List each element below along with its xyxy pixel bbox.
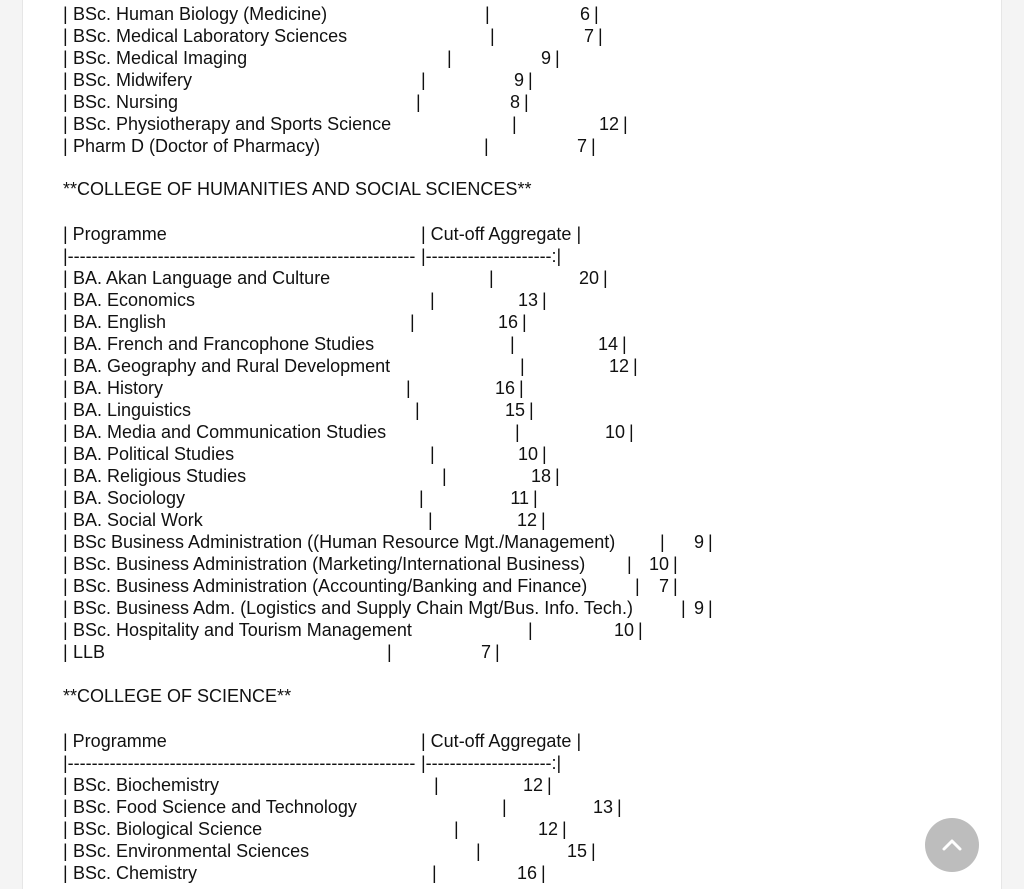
table-row [23,399,1001,421]
cutoff-aggregate: 7 [583,26,594,46]
cutoff-aggregate: 18 [530,466,551,486]
row-pipe: | [63,312,68,332]
row-pipe: | [502,797,507,817]
table-row [23,289,1001,311]
row-pipe: | [63,26,68,46]
row-pipe: | [63,334,68,354]
row-pipe: | [63,554,68,574]
separator-left: |---------------------------------------------------------- [63,246,416,266]
row-pipe: | [681,598,686,618]
separator-left: |---------------------------------------------------------- [63,753,416,773]
programme-name: BSc. Food Science and Technology [73,797,357,817]
section-heading: **COLLEGE OF SCIENCE** [63,686,292,706]
table-row [23,47,1001,69]
table-separator-row [23,752,1001,774]
cutoff-aggregate: 9 [693,598,704,618]
cutoff-aggregate: 7 [658,576,669,596]
row-pipe: | [635,576,640,596]
row-pipe: | [63,114,68,134]
table-row [23,465,1001,487]
row-pipe: | [63,290,68,310]
programme-name: BSc. Business Administration (Marketing/International Business) [73,554,586,574]
table-row [23,311,1001,333]
row-pipe: | [633,356,638,376]
row-pipe: | [547,775,552,795]
table-row [23,774,1001,796]
row-pipe: | [63,620,68,640]
row-pipe: | [63,92,68,112]
separator-right: |---------------------:| [421,246,562,266]
row-pipe: | [519,378,524,398]
programme-name: BSc Business Administration ((Human Resource Mgt./Management) [73,532,616,552]
programme-name: BSc. Business Administration (Accounting/Banking and Finance) [73,576,588,596]
row-pipe: | [63,532,68,552]
row-pipe: | [528,70,533,90]
table-header-row [23,730,1001,752]
programme-name: BA. Media and Communication Studies [73,422,387,442]
row-pipe: | [520,356,525,376]
table-separator-row [23,245,1001,267]
row-pipe: | [542,290,547,310]
cutoff-aggregate: 12 [608,356,629,376]
row-pipe: | [63,819,68,839]
row-pipe: | [629,422,634,442]
programme-name: BA. Linguistics [73,400,192,420]
programme-name: BA. Religious Studies [73,466,247,486]
programme-name: BSc. Environmental Sciences [73,841,310,861]
row-pipe: | [63,268,68,288]
row-pipe: | [541,510,546,530]
table-row [23,487,1001,509]
row-pipe: | [63,356,68,376]
cutoff-aggregate: 9 [540,48,551,68]
row-pipe: | [562,819,567,839]
row-pipe: | [529,400,534,420]
cutoff-aggregate: 16 [497,312,518,332]
row-pipe: | [63,642,68,662]
cutoff-aggregate: 12 [598,114,619,134]
row-pipe: | [708,532,713,552]
row-pipe: | [63,466,68,486]
section-heading: **COLLEGE OF HUMANITIES AND SOCIAL SCIENCES** [63,179,532,199]
cutoff-aggregate: 11 [510,488,529,508]
programme-name: BA. Akan Language and Culture [73,268,331,288]
cutoff-aggregate: 9 [693,532,704,552]
row-pipe: | [528,620,533,640]
programme-name: BA. Economics [73,290,196,310]
programme-name: Pharm D (Doctor of Pharmacy) [73,136,321,156]
row-pipe: | [617,797,622,817]
table-row [23,377,1001,399]
row-pipe: | [406,378,411,398]
programme-name: LLB [73,642,106,662]
table-row [23,267,1001,289]
programme-name: BA. Geography and Rural Development [73,356,391,376]
programme-name: BSc. Nursing [73,92,179,112]
cutoff-aggregate: 9 [513,70,524,90]
row-pipe: | [410,312,415,332]
table-row [23,641,1001,663]
cutoff-aggregate: 10 [613,620,634,640]
cutoff-aggregate: 7 [576,136,587,156]
row-pipe: | [63,510,68,530]
programme-name: BSc. Hospitality and Tourism Management [73,620,412,640]
row-pipe: | [63,70,68,90]
row-pipe: | [591,841,596,861]
row-pipe: | [454,819,459,839]
programme-name: BA. Political Studies [73,444,235,464]
header-programme: | Programme [63,731,167,751]
row-pipe: | [594,4,599,24]
row-pipe: | [63,775,68,795]
row-pipe: | [485,4,490,24]
row-pipe: | [490,26,495,46]
row-pipe: | [598,26,603,46]
row-pipe: | [603,268,608,288]
row-pipe: | [387,642,392,662]
row-pipe: | [63,598,68,618]
table-row [23,443,1001,465]
header-cutoff-aggregate: | Cut-off Aggregate | [421,731,582,751]
cutoff-aggregate: 12 [537,819,558,839]
table-row [23,135,1001,157]
row-pipe: | [489,268,494,288]
row-pipe: | [555,48,560,68]
row-pipe: | [63,4,68,24]
row-pipe: | [533,488,538,508]
row-pipe: | [434,775,439,795]
row-pipe: | [627,554,632,574]
table-header-row [23,223,1001,245]
table-row [23,113,1001,135]
programme-name: BA. History [73,378,164,398]
row-pipe: | [591,136,596,156]
table-row [23,355,1001,377]
programme-name: BSc. Medical Imaging [73,48,248,68]
row-pipe: | [623,114,628,134]
table-row [23,421,1001,443]
row-pipe: | [484,136,489,156]
row-pipe: | [515,422,520,442]
row-pipe: | [63,841,68,861]
row-pipe: | [421,70,426,90]
cutoff-aggregate: 13 [592,797,613,817]
row-pipe: | [430,444,435,464]
table-row [23,840,1001,862]
table-row [23,862,1001,884]
table-row [23,818,1001,840]
row-pipe: | [542,444,547,464]
programme-name: BSc. Midwifery [73,70,193,90]
row-pipe: | [673,554,678,574]
programme-name: BA. Social Work [73,510,203,530]
row-pipe: | [708,598,713,618]
row-pipe: | [673,576,678,596]
header-cutoff-aggregate: | Cut-off Aggregate | [421,224,582,244]
programme-name: BSc. Business Adm. (Logistics and Supply Chain Mgt/Bus. Info. Tech.) [73,598,633,618]
programme-name: BA. English [73,312,167,332]
cutoff-aggregate: 12 [522,775,543,795]
cutoff-aggregate: 16 [494,378,515,398]
table-row [23,531,1001,553]
table-row [23,3,1001,25]
programme-name: BSc. Medical Laboratory Sciences [73,26,348,46]
cutoff-aggregate: 20 [578,268,599,288]
row-pipe: | [63,576,68,596]
table-row [23,575,1001,597]
row-pipe: | [430,290,435,310]
row-pipe: | [63,136,68,156]
row-pipe: | [660,532,665,552]
table-row [23,333,1001,355]
programme-name: BSc. Chemistry [73,863,198,883]
row-pipe: | [555,466,560,486]
row-pipe: | [63,797,68,817]
cutoff-aggregate: 12 [516,510,537,530]
row-pipe: | [522,312,527,332]
table-row [23,796,1001,818]
row-pipe: | [622,334,627,354]
programme-name: BSc. Physiotherapy and Sports Science [73,114,392,134]
article-content [22,0,1002,889]
row-pipe: | [63,444,68,464]
row-pipe: | [541,863,546,883]
row-pipe: | [510,334,515,354]
cutoff-aggregate: 16 [516,863,537,883]
cutoff-aggregate: 10 [604,422,625,442]
row-pipe: | [63,422,68,442]
cutoff-aggregate: 15 [504,400,525,420]
row-pipe: | [442,466,447,486]
cutoff-aggregate: 10 [517,444,538,464]
table-row [23,69,1001,91]
table-row [23,25,1001,47]
cutoff-aggregate: 14 [597,334,618,354]
row-pipe: | [63,863,68,883]
row-pipe: | [512,114,517,134]
separator-right: |---------------------:| [421,753,562,773]
cutoff-aggregate: 15 [566,841,587,861]
cutoff-aggregate: 13 [517,290,538,310]
row-pipe: | [432,863,437,883]
row-pipe: | [476,841,481,861]
chevron-up-icon [940,834,964,856]
row-pipe: | [63,400,68,420]
row-pipe: | [419,488,424,508]
cutoff-aggregate: 7 [480,642,491,662]
programme-name: BSc. Biochemistry [73,775,220,795]
row-pipe: | [416,92,421,112]
cutoff-aggregate: 8 [509,92,520,112]
cutoff-document [23,0,1001,889]
table-row [23,619,1001,641]
programme-name: BSc. Biological Science [73,819,263,839]
header-programme: | Programme [63,224,167,244]
row-pipe: | [63,48,68,68]
table-row [23,597,1001,619]
row-pipe: | [63,378,68,398]
scroll-to-top-button[interactable] [925,818,979,872]
row-pipe: | [495,642,500,662]
row-pipe: | [428,510,433,530]
programme-name: BSc. Human Biology (Medicine) [73,4,328,24]
cutoff-aggregate: 10 [648,554,669,574]
table-row [23,91,1001,113]
row-pipe: | [415,400,420,420]
row-pipe: | [524,92,529,112]
row-pipe: | [447,48,452,68]
table-row [23,509,1001,531]
table-row [23,553,1001,575]
programme-name: BA. Sociology [73,488,186,508]
cutoff-aggregate: 6 [579,4,590,24]
row-pipe: | [638,620,643,640]
row-pipe: | [63,488,68,508]
programme-name: BA. French and Francophone Studies [73,334,375,354]
